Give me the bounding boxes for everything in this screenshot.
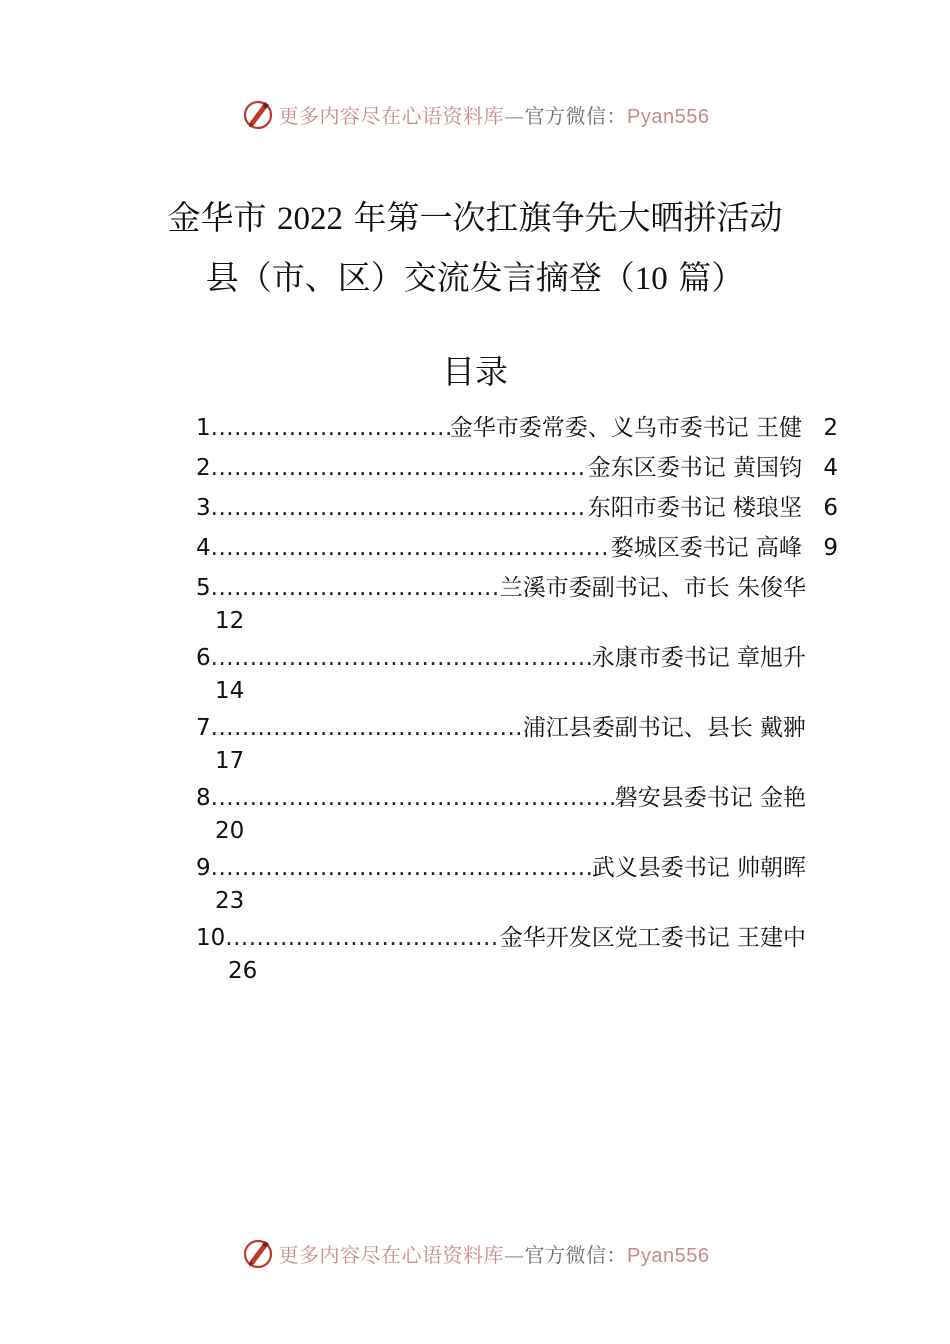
banner-official-label: 官方微信：	[524, 103, 628, 128]
document-title-line-2	[0, 252, 950, 299]
toc-leader-dots	[211, 778, 615, 818]
toc-entry-page: 17	[215, 748, 245, 774]
toc-leader-dots	[225, 918, 499, 958]
title-part-c: 县（市、区）交流发言摘登（	[205, 258, 635, 297]
toc-heading: 目录	[442, 352, 508, 391]
toc-entry-page: 14	[215, 678, 245, 704]
toc-entry-label: 武义县委书记 帅朝晖	[591, 855, 806, 881]
toc-leader-dots	[211, 638, 592, 678]
pen-logo-icon	[241, 1236, 275, 1270]
toc-entry[interactable]	[196, 918, 838, 988]
toc-entry-index: 2	[196, 455, 211, 481]
header-banner	[0, 94, 950, 134]
title-part-b: 年第一次扛旗争先大晒拼活动	[343, 198, 783, 237]
toc-leader-dots	[211, 528, 611, 568]
toc-entry-label: 金华开发区党工委书记 王建中	[499, 925, 806, 951]
toc-entry[interactable]	[196, 708, 838, 778]
banner-brand: 更多内容尽在心语资料库	[278, 1242, 505, 1267]
toc-entry-page: 26	[228, 958, 258, 984]
toc-entry[interactable]	[196, 638, 838, 708]
toc-leader-dots	[211, 488, 588, 528]
title-year: 2022	[277, 201, 343, 237]
toc-leader-dots	[211, 448, 588, 488]
toc-entry[interactable]	[196, 778, 838, 848]
banner-separator: —	[504, 103, 525, 128]
banner-brand: 更多内容尽在心语资料库	[278, 103, 505, 128]
toc-entry-page: 9	[823, 535, 838, 561]
toc-entry-label: 浦江县委副书记、县长 戴翀	[522, 715, 806, 741]
toc-entry[interactable]	[196, 848, 838, 918]
toc-entry-label: 金东区委书记 黄国钧	[587, 455, 802, 481]
toc-entry-index: 4	[196, 535, 211, 561]
toc-entry-index: 8	[196, 785, 211, 811]
toc-entry-index: 5	[196, 575, 211, 601]
footer-banner	[0, 1233, 950, 1273]
toc-entry-index: 3	[196, 495, 211, 521]
pen-logo-icon	[241, 97, 275, 131]
toc-entry-index: 7	[196, 715, 211, 741]
banner-account: Pyan556	[627, 105, 710, 128]
toc-entry[interactable]	[196, 448, 838, 488]
title-count: 10	[634, 261, 668, 297]
toc-entry-page: 4	[823, 455, 838, 481]
toc-entry-page: 12	[215, 608, 245, 634]
toc-entry-page: 2	[823, 415, 838, 441]
toc-entry-label: 永康市委书记 章旭升	[591, 645, 806, 671]
toc-entry-page: 6	[823, 495, 838, 521]
toc-entry-page: 23	[215, 888, 245, 914]
toc-leader-dots	[211, 708, 523, 748]
toc-entry-index: 9	[196, 855, 211, 881]
toc-entry[interactable]	[196, 488, 838, 528]
banner-separator: —	[504, 1242, 525, 1267]
toc-entry-page: 20	[215, 818, 245, 844]
title-part-d: 篇）	[667, 258, 745, 297]
toc-entry-label: 东阳市委书记 楼琅坚	[587, 495, 802, 521]
toc-entry-index: 6	[196, 645, 211, 671]
title-part-a: 金华市	[167, 198, 277, 237]
toc-entry-label: 婺城区委书记 高峰	[610, 535, 802, 561]
banner-text	[279, 100, 710, 129]
toc-leader-dots	[211, 568, 500, 608]
toc-entry[interactable]	[196, 568, 838, 638]
toc-entry-label: 磐安县委书记 金艳	[614, 785, 806, 811]
banner-text	[279, 1239, 710, 1268]
toc-entry-index: 1	[196, 415, 211, 441]
toc-leader-dots	[211, 408, 450, 448]
toc-entry[interactable]	[196, 528, 838, 568]
toc-entry[interactable]	[196, 408, 838, 448]
toc-entry-index: 10	[196, 925, 226, 951]
toc-entry-label: 金华市委常委、义乌市委书记 王健	[449, 415, 802, 441]
banner-official-label: 官方微信：	[524, 1242, 628, 1267]
document-title-line-1	[0, 192, 950, 239]
table-of-contents	[196, 408, 838, 988]
toc-leader-dots	[211, 848, 592, 888]
toc-entry-label: 兰溪市委副书记、市长 朱俊华	[499, 575, 806, 601]
banner-account: Pyan556	[627, 1244, 710, 1267]
